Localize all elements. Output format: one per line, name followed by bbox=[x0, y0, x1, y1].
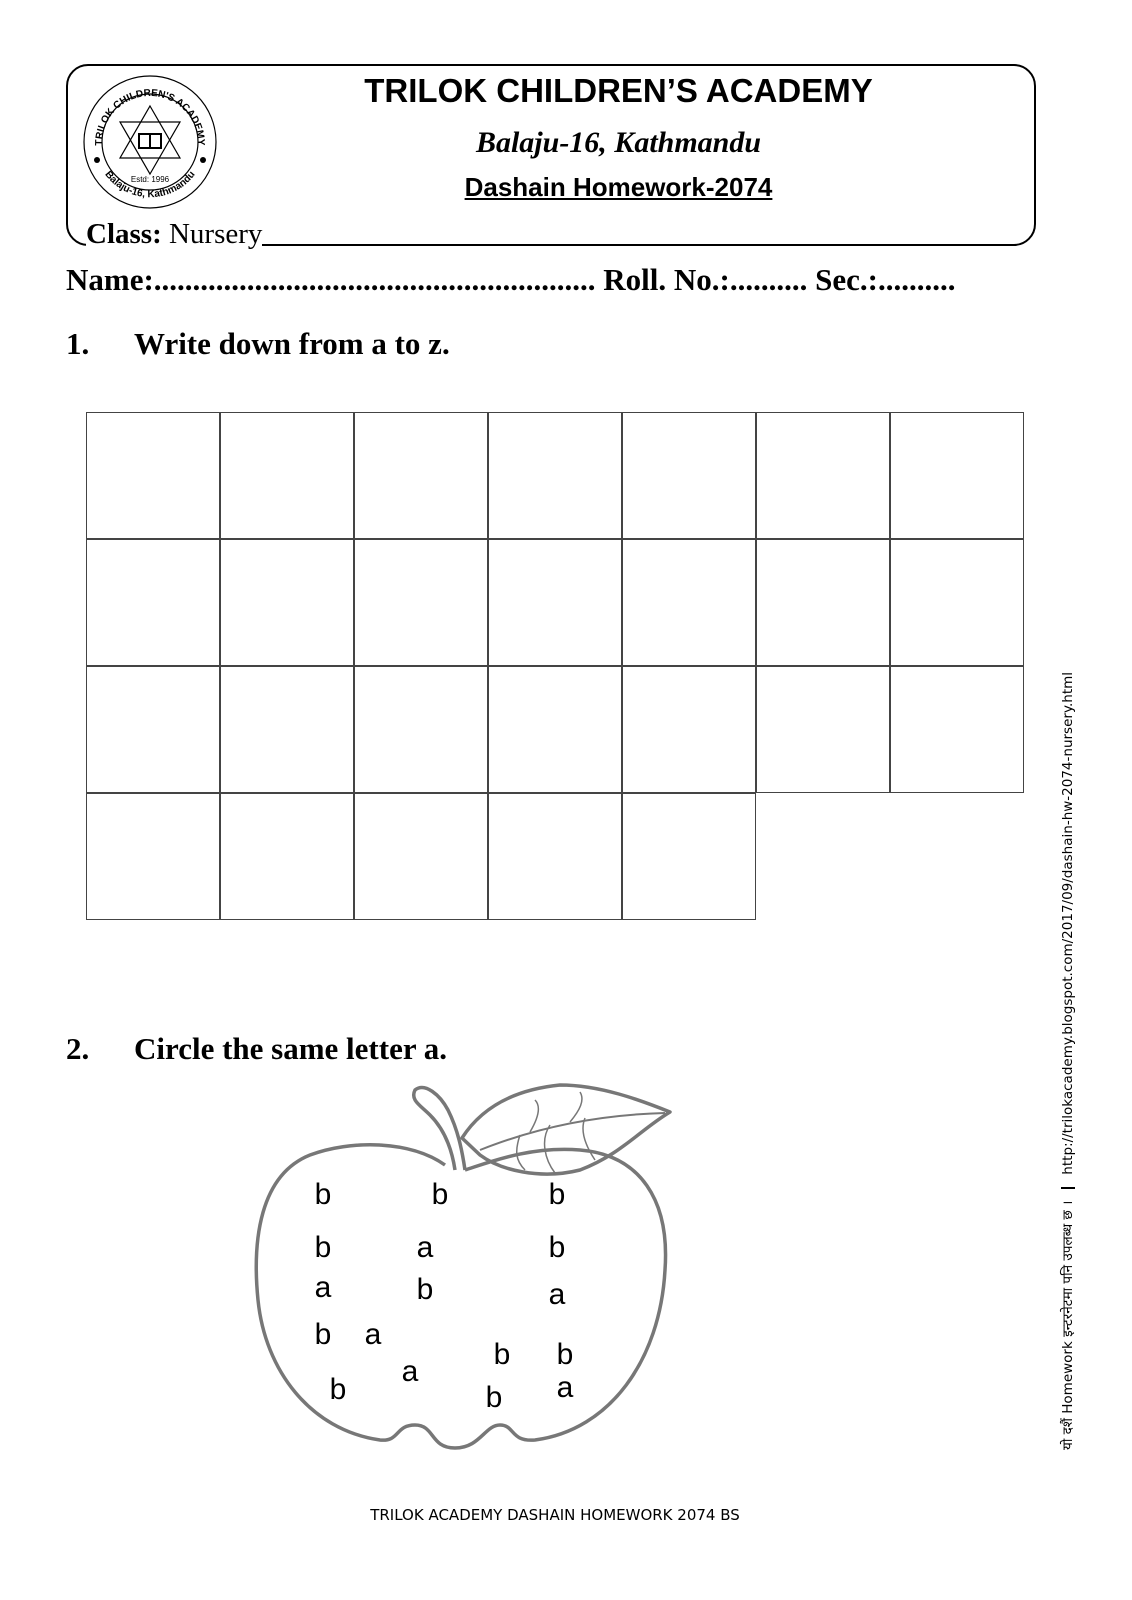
apple-letter[interactable]: b bbox=[314, 1178, 332, 1211]
apple-letter[interactable]: b bbox=[548, 1178, 566, 1211]
side-url[interactable]: http://trilokacademy.blogspot.com/2017/09/dashain-hw-2074-nursery.html bbox=[1060, 671, 1076, 1175]
side-notice: यो दशैं Homework इन्टरनेटमा पनि उपलब्ध छ । bbox=[1060, 1200, 1076, 1450]
school-address: Balaju-16, Kathmandu bbox=[475, 126, 762, 159]
class-line bbox=[86, 218, 262, 251]
grid-cell[interactable] bbox=[488, 539, 622, 666]
grid-cell[interactable] bbox=[220, 666, 354, 793]
grid-cell[interactable] bbox=[220, 539, 354, 666]
question-2 bbox=[66, 1031, 447, 1067]
grid-cell[interactable] bbox=[488, 666, 622, 793]
grid-cell[interactable] bbox=[622, 666, 756, 793]
apple-letter[interactable]: b bbox=[548, 1231, 566, 1264]
grid-cell[interactable] bbox=[354, 412, 488, 539]
apple-letter[interactable]: a bbox=[548, 1278, 566, 1311]
svg-text:Estd: 1996: Estd: 1996 bbox=[130, 175, 170, 184]
separator bbox=[1061, 1187, 1075, 1189]
side-note bbox=[1058, 672, 1076, 1450]
student-info-line: Name:......................................................... Roll. No.:.......... Sec.:.......... bbox=[66, 262, 956, 297]
apple-letter[interactable]: b bbox=[431, 1178, 449, 1211]
page-footer: TRILOK ACADEMY DASHAIN HOMEWORK 2074 BS bbox=[370, 1506, 740, 1524]
grid-cell[interactable] bbox=[756, 412, 890, 539]
question-number: 1. bbox=[66, 326, 90, 361]
grid-cell[interactable] bbox=[86, 793, 220, 920]
apple-letter[interactable]: b bbox=[314, 1318, 332, 1351]
apple-letter[interactable]: a bbox=[364, 1318, 382, 1351]
grid-cell[interactable] bbox=[622, 539, 756, 666]
apple-letter[interactable]: b bbox=[314, 1231, 332, 1264]
grid-cell[interactable] bbox=[86, 412, 220, 539]
grid-cell[interactable] bbox=[354, 539, 488, 666]
apple-letter[interactable]: b bbox=[493, 1338, 511, 1371]
apple-letter[interactable]: b bbox=[329, 1373, 347, 1406]
apple-letter[interactable]: a bbox=[556, 1371, 574, 1404]
grid-cell[interactable] bbox=[890, 666, 1024, 793]
grid-cell[interactable] bbox=[890, 412, 1024, 539]
apple-letter[interactable]: b bbox=[416, 1273, 434, 1306]
apple-letter[interactable]: b bbox=[485, 1381, 503, 1414]
grid-cell[interactable] bbox=[354, 666, 488, 793]
grid-cell[interactable] bbox=[890, 539, 1024, 666]
grid-cell[interactable] bbox=[756, 539, 890, 666]
grid-cell[interactable] bbox=[622, 793, 756, 920]
class-value: Nursery bbox=[168, 218, 263, 250]
apple-illustration bbox=[240, 1070, 680, 1460]
svg-text:Balaju-16, Kathmandu: Balaju-16, Kathmandu bbox=[102, 169, 198, 201]
grid-cell[interactable] bbox=[86, 666, 220, 793]
grid-cell[interactable] bbox=[220, 412, 354, 539]
apple-letter[interactable]: b bbox=[556, 1338, 574, 1371]
apple-letter[interactable]: a bbox=[401, 1355, 419, 1388]
apple-letter[interactable]: a bbox=[314, 1271, 332, 1304]
svg-text:TRILOK CHILDREN'S ACADEMY: TRILOK CHILDREN'S ACADEMY bbox=[93, 87, 207, 146]
question-number: 2. bbox=[66, 1031, 90, 1066]
grid-cell[interactable] bbox=[354, 793, 488, 920]
question-text: Write down from a to z. bbox=[134, 326, 450, 361]
question-1 bbox=[66, 326, 450, 362]
grid-cell[interactable] bbox=[622, 412, 756, 539]
grid-cell[interactable] bbox=[756, 666, 890, 793]
grid-cell[interactable] bbox=[488, 412, 622, 539]
homework-title: Dashain Homework-2074 bbox=[464, 172, 773, 202]
class-label: Class: bbox=[86, 218, 162, 250]
apple-letter[interactable]: a bbox=[416, 1231, 434, 1264]
question-text: Circle the same letter a. bbox=[134, 1031, 448, 1066]
school-name: TRILOK CHILDREN’S ACADEMY bbox=[364, 72, 873, 109]
grid-cell[interactable] bbox=[86, 539, 220, 666]
grid-cell[interactable] bbox=[488, 793, 622, 920]
grid-cell[interactable] bbox=[220, 793, 354, 920]
